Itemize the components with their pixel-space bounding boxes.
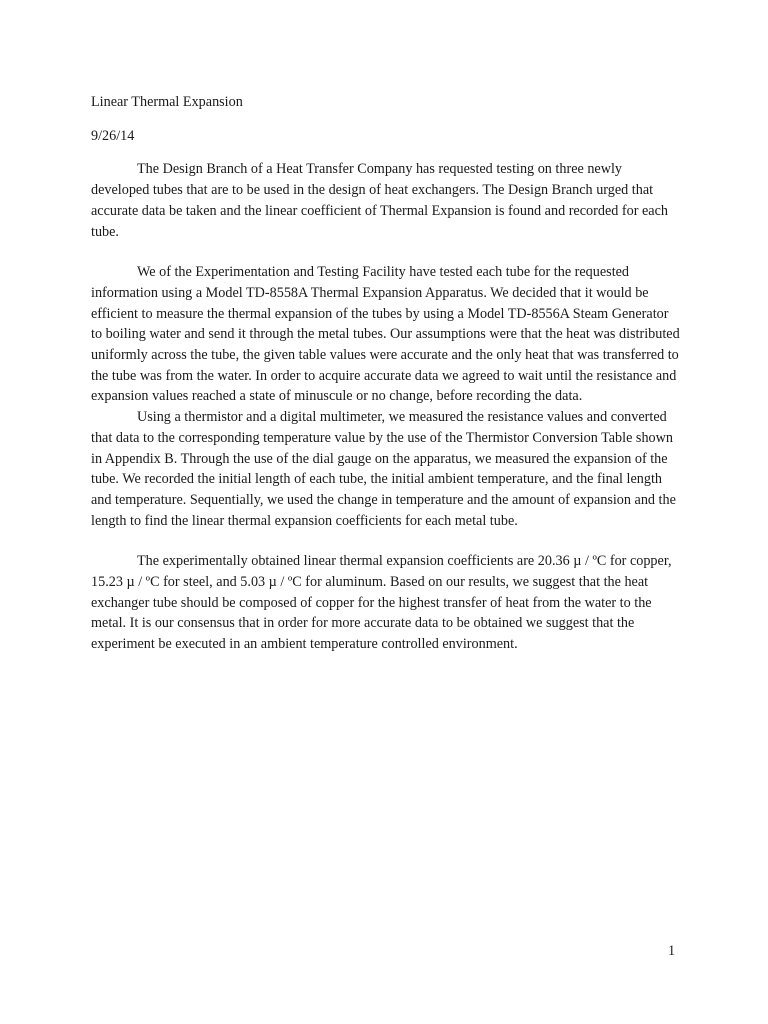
document-title: Linear Thermal Expansion	[91, 94, 243, 110]
document-body	[91, 92, 683, 655]
paragraph-procedure: Using a thermistor and a digital multimeter, we measured the resistance values and converted that data to the corresponding temperature value by the use of the Thermistor Conversion Table shown in Appendix B. Through the use of the dial gauge on the apparatus, we measured the expansion of the tube. We recorded the initial length of each tube, the initial ambient temperature, and the final length and temperature. Sequentially, we used the change in temperature and the amount of expansion and the length to find the linear thermal expansion coefficients for each metal tube.	[91, 409, 676, 529]
paragraph-results: The experimentally obtained linear thermal expansion coefficients are 20.36 µ / ºC for copper, 15.23 µ / ºC for steel, and 5.03 µ / ºC for aluminum. Based on our results, we suggest that the heat exchanger tube should be composed of copper for the highest transfer of heat from the water to the metal. It is our consensus that in order for more accurate data to be obtained we suggest that the experiment be executed in an ambient temperature controlled environment.	[91, 553, 672, 653]
paragraph-introduction: The Design Branch of a Heat Transfer Company has requested testing on three newly developed tubes that are to be used in the design of heat exchangers. The Design Branch urged that accurate data be taken and the linear coefficient of Thermal Expansion is found and recorded for each tube.	[91, 161, 668, 240]
page-number: 1	[668, 943, 676, 959]
paragraph-methodology: We of the Experimentation and Testing Facility have tested each tube for the requested information using a Model TD-8558A Thermal Expansion Apparatus. We decided that it would be efficient to measure the thermal expansion of the tubes by using a Model TD-8556A Steam Generator to boiling water and send it through the metal tubes. Our assumptions were that the heat was distributed uniformly across the tube, the given table values were accurate and the only heat that was transferred to the tube was from the water. In order to acquire accurate data we agreed to wait until the resistance and expansion values reached a state of minuscule or no change, before recording the data.	[91, 264, 680, 405]
document-date: 9/26/14	[91, 127, 135, 144]
